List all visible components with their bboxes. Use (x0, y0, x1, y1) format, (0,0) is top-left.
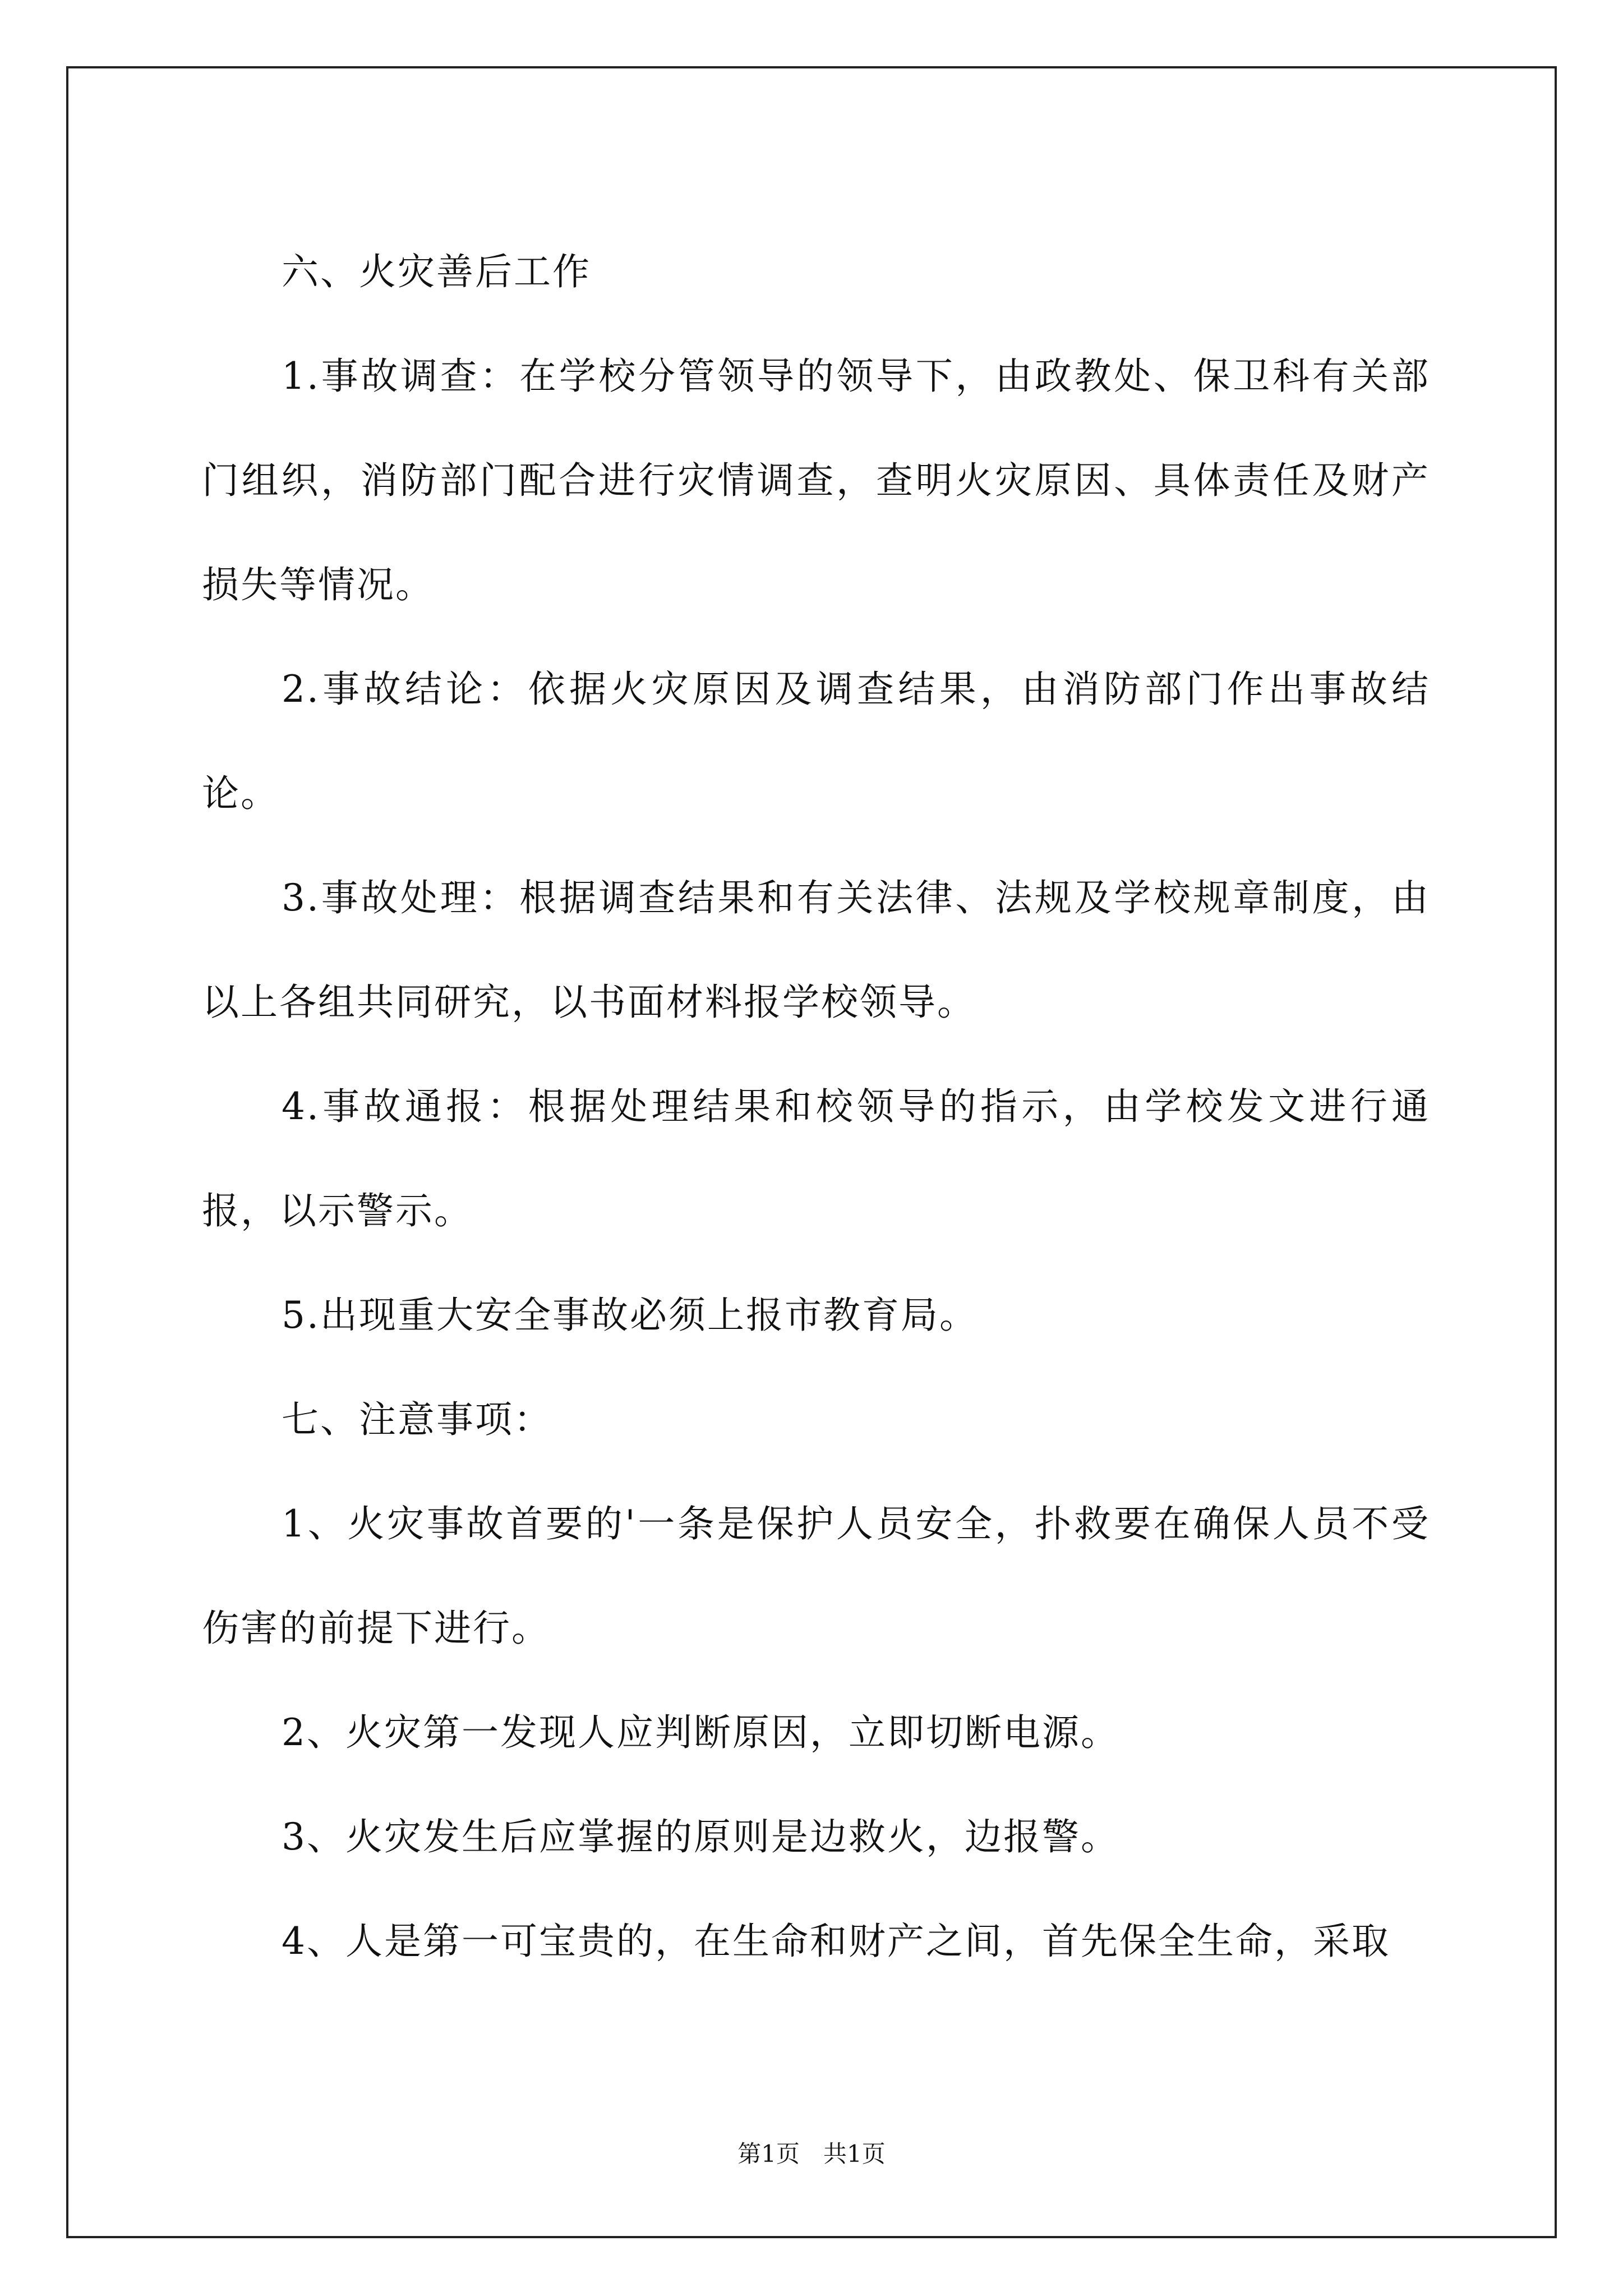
document-body (202, 220, 1430, 1994)
paragraph-accident-handling: 3.事故处理：根据调查结果和有关法律、法规及学校规章制度，由以上各组共同研究，以书面材料报学校领导。 (202, 876, 1430, 1024)
paragraph-note-3: 3、火灾发生后应掌握的原则是边救火，边报警。 (282, 1815, 1119, 1858)
section-heading-6: 六、火灾善后工作 (282, 250, 591, 293)
page-number-footer: 第1页 共1页 (737, 2140, 886, 2168)
section-heading-7: 七、注意事项： (282, 1398, 552, 1441)
paragraph-note-4: 4、人是第一可宝贵的，在生命和财产之间，首先保全生命，采取 (282, 1920, 1390, 1963)
paragraph-report-requirement: 5.出现重大安全事故必须上报市教育局。 (282, 1294, 978, 1337)
paragraph-note-1: 1、火灾事故首要的'一条是保护人员安全，扑救要在确保人员不受伤害的前提下进行。 (202, 1502, 1430, 1650)
paragraph-accident-investigation: 1.事故调查：在学校分管领导的领导下，由政教处、保卫科有关部门组织，消防部门配合进行灾情调查，查明火灾原因、具体责任及财产损失等情况。 (202, 355, 1430, 606)
paragraph-accident-notice: 4.事故通报：根据处理结果和校领导的指示，由学校发文进行通报，以示警示。 (202, 1085, 1430, 1232)
paragraph-accident-conclusion: 2.事故结论：依据火灾原因及调查结果，由消防部门作出事故结论。 (202, 668, 1430, 815)
paragraph-note-2: 2、火灾第一发现人应判断原因，立即切断电源。 (282, 1711, 1119, 1754)
